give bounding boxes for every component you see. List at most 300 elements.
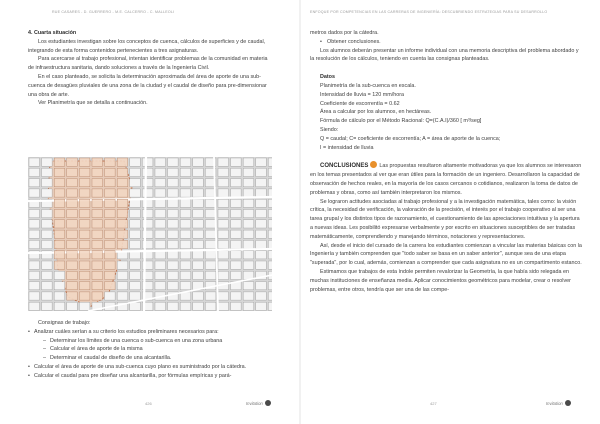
city-block	[29, 179, 40, 187]
page-number-left: 426	[145, 401, 152, 406]
city-block	[218, 271, 229, 279]
city-block	[79, 282, 90, 290]
city-block	[193, 240, 204, 248]
city-block	[231, 230, 242, 238]
city-block	[168, 230, 179, 238]
city-block	[67, 282, 78, 290]
city-block	[92, 251, 103, 259]
city-block	[256, 179, 266, 187]
city-block	[218, 179, 229, 187]
conclusiones-paragraph-1	[310, 161, 582, 197]
city-block	[105, 271, 116, 279]
city-block	[117, 271, 128, 279]
city-block	[180, 271, 191, 279]
city-block	[130, 230, 141, 238]
city-block	[205, 220, 216, 228]
city-block	[256, 199, 266, 207]
city-block	[243, 292, 254, 300]
city-block	[117, 240, 128, 248]
city-block	[193, 189, 204, 197]
city-block	[256, 210, 266, 218]
city-block	[268, 302, 272, 310]
city-block	[67, 251, 78, 259]
city-block	[231, 220, 242, 228]
city-block	[243, 179, 254, 187]
city-block	[67, 261, 78, 269]
city-block	[79, 199, 90, 207]
city-block	[218, 251, 229, 259]
city-block	[29, 282, 40, 290]
city-block	[79, 179, 90, 187]
right-page	[300, 0, 600, 424]
city-block	[54, 199, 64, 207]
city-block	[130, 168, 141, 176]
datos-line: Siendo:	[320, 126, 339, 133]
conclusiones-heading: CONCLUSIONES	[320, 163, 369, 170]
city-block	[168, 251, 179, 259]
orange-bullet-icon	[370, 161, 377, 168]
city-block	[231, 292, 242, 300]
city-block	[92, 230, 103, 238]
obtain-conclusions: • Obtener conclusiones.	[310, 38, 582, 47]
city-block	[168, 189, 179, 197]
city-block	[42, 261, 53, 269]
city-block	[29, 220, 40, 228]
conclusiones-paragraph-4: Estimamos que trabajos de esta índole permiten revalorizar la Geometría, la que había sido relegada en muchas instituciones de enseñanza media. Aplicar conocimientos geométricos para modelar, crear o resolver problemas, entre otros, tendría que ser una de las compe-	[310, 268, 571, 293]
city-block	[142, 168, 153, 176]
city-block	[79, 261, 90, 269]
left-body-top	[28, 29, 272, 108]
city-block	[67, 189, 78, 197]
city-block	[130, 189, 141, 197]
city-block	[155, 271, 166, 279]
city-block	[155, 168, 166, 176]
city-block	[168, 240, 179, 248]
city-block	[54, 271, 64, 279]
city-block	[92, 179, 103, 187]
city-block	[243, 199, 254, 207]
city-block	[130, 282, 141, 290]
city-block	[29, 271, 40, 279]
city-block	[142, 179, 153, 187]
datos-line: I = intensidad de lluvia	[320, 144, 374, 151]
city-block	[105, 292, 116, 300]
city-block	[54, 189, 64, 197]
city-block	[268, 189, 272, 197]
city-block	[205, 271, 216, 279]
city-block	[92, 240, 103, 248]
city-block	[268, 251, 272, 259]
city-block	[117, 179, 128, 187]
city-block	[231, 179, 242, 187]
city-block	[243, 189, 254, 197]
city-block	[29, 261, 40, 269]
paragraph-3: En el caso planteado, se solicita la determinación aproximada del área de aporte de una sub-cuenca de desagües pluviales de una zona de la ciudad y el caudal de diseño para pre-dimensionar una obra de arte.	[28, 73, 267, 98]
city-block	[180, 261, 191, 269]
city-block	[92, 271, 103, 279]
city-block	[155, 158, 166, 166]
city-block	[29, 230, 40, 238]
city-block	[231, 271, 242, 279]
city-block	[79, 240, 90, 248]
consigna-subitem: – Calcular el área de aporte de la misma	[28, 345, 272, 354]
city-block	[231, 261, 242, 269]
conclusiones-text-1: Las propuestas resultaron altamente motivadoras ya que los alumnos se interesaron en los temas presentados al ver que eran útiles para la formación de un ingeniero. Desarrollaron la capacidad de observación de hechos reales, en la mayoría de los casos cercanos o cotidianos, realizaron la toma de datos de problemas y obras, como así también interpretaron los mismos.	[310, 163, 582, 196]
city-block	[54, 220, 64, 228]
brand-name: Invitation	[546, 400, 563, 406]
datos-line: Q = caudal; C= coeficiente de escorrentía; A = área de aporte de la cuenca;	[320, 135, 501, 142]
conclusiones-paragraph-2: Se lograron actitudes asociadas al trabajo profesional y a la investigación matemática, tales como: la visión crítica, la necesidad de verificación, la valoración de la precisión, el interés por el trabajo cooperativo al ser una tarea grupal y los distintos tipos de razonamiento, el cuestionamiento de las apreciaciones intuitivas y la apertura a nuevas ideas. Les posibilitó expresarse verbalmente y por escrito en situaciones susceptibles de ser tratadas matemáticamente, comprendiendo y manejando términos, notaciones y representaciones.	[310, 198, 580, 240]
city-block	[268, 199, 272, 207]
city-block	[130, 302, 141, 310]
city-block	[117, 199, 128, 207]
city-block	[130, 179, 141, 187]
city-block	[155, 199, 166, 207]
city-block	[193, 210, 204, 218]
city-block	[105, 158, 116, 166]
city-block	[268, 240, 272, 248]
city-block	[256, 168, 266, 176]
city-block	[231, 210, 242, 218]
city-block	[105, 261, 116, 269]
city-block	[268, 230, 272, 238]
city-block	[105, 282, 116, 290]
city-block	[92, 292, 103, 300]
city-block	[168, 210, 179, 218]
city-block	[42, 282, 53, 290]
city-block	[92, 220, 103, 228]
city-block	[54, 251, 64, 259]
city-block	[180, 282, 191, 290]
city-block	[92, 168, 103, 176]
city-block	[142, 220, 153, 228]
city-block	[268, 282, 272, 290]
street-map-image	[28, 157, 272, 311]
city-block	[54, 168, 64, 176]
city-block	[54, 261, 64, 269]
brand-logo-left	[246, 400, 271, 406]
city-block	[231, 302, 242, 310]
city-block	[117, 210, 128, 218]
city-block	[256, 158, 266, 166]
city-block	[218, 220, 229, 228]
city-block	[180, 240, 191, 248]
city-block	[268, 158, 272, 166]
city-block	[155, 261, 166, 269]
brand-mark-icon	[565, 400, 571, 406]
city-block	[256, 292, 266, 300]
city-block	[218, 158, 229, 166]
city-block	[231, 240, 242, 248]
conclusiones-paragraph-3: Así, desde el inicio del cursado de la carrera los estudiantes comienzan a vincular las materias básicas con la Ingeniería y también comprenden que "todo saber se basa en un saber anterior", aunque sea de una etapa "superada", por lo cual, además, comienzan a comprender que cada asignatura no es un compartimento estanco.	[310, 242, 582, 267]
city-block	[243, 168, 254, 176]
left-body-bottom	[28, 319, 272, 381]
datos-line: Intensidad de lluvia = 120 mm/hora	[320, 91, 405, 98]
brand-logo-right	[546, 400, 571, 406]
city-block	[117, 168, 128, 176]
city-block	[54, 282, 64, 290]
consigna-item: • Calcular el área de aporte de una sub-cuenca cuyo plano es suministrado por la cátedra.	[28, 363, 272, 372]
city-block	[130, 271, 141, 279]
city-block	[193, 158, 204, 166]
city-block	[29, 240, 40, 248]
city-block	[42, 168, 53, 176]
city-block	[155, 230, 166, 238]
paragraph-1: Los estudiantes investigan sobre los conceptos de cuenca, cálculos de superficies y de caudal, integrando de esta forma contenidos pertenecientes a tres asignaturas.	[28, 38, 266, 54]
paragraph-2: Para acercarse al trabajo profesional, intentan identificar problemas de la comunidad en materia de infraestructura sanitaria, dando soluciones a través de la Ingeniería Civil.	[28, 56, 268, 72]
city-block	[243, 302, 254, 310]
city-block	[42, 230, 53, 238]
datos-line: Área a calcular por los alumnos, en hectáreas.	[320, 109, 432, 116]
city-block	[218, 302, 229, 310]
city-block	[168, 179, 179, 187]
city-block	[231, 251, 242, 259]
city-block	[168, 158, 179, 166]
city-block	[42, 158, 53, 166]
city-block	[67, 179, 78, 187]
city-block	[218, 210, 229, 218]
city-block	[105, 179, 116, 187]
city-block	[180, 210, 191, 218]
city-block	[79, 292, 90, 300]
city-block	[105, 189, 116, 197]
city-block	[168, 168, 179, 176]
city-block	[67, 199, 78, 207]
city-block	[205, 210, 216, 218]
city-block	[205, 251, 216, 259]
city-block	[67, 210, 78, 218]
city-block	[92, 158, 103, 166]
city-block	[193, 251, 204, 259]
city-block	[256, 189, 266, 197]
city-block	[67, 271, 78, 279]
city-block	[168, 220, 179, 228]
city-block	[92, 210, 103, 218]
city-block	[180, 189, 191, 197]
city-block	[54, 230, 64, 238]
city-block	[79, 210, 90, 218]
city-block	[256, 220, 266, 228]
city-block	[256, 251, 266, 259]
city-block	[117, 189, 128, 197]
city-block	[54, 302, 64, 310]
city-block	[231, 199, 242, 207]
city-block	[168, 271, 179, 279]
city-block	[105, 251, 116, 259]
city-block	[42, 210, 53, 218]
city-block	[268, 292, 272, 300]
city-block	[243, 240, 254, 248]
city-block	[79, 302, 90, 310]
city-block	[117, 230, 128, 238]
paragraph-4: Ver Planimetría que se detalla a continuación.	[38, 100, 148, 107]
city-block	[168, 302, 179, 310]
city-block	[256, 302, 266, 310]
students-report: Los alumnos deberán presentar un informe individual con una memoria descriptiva del problema abordado y la resolución de los cálculos, teniendo en cuenta las consignas planteadas.	[310, 47, 579, 63]
city-block	[268, 168, 272, 176]
city-block	[193, 292, 204, 300]
consigna-subitem: – Determinar el caudal de diseño de una alcantarilla.	[28, 354, 272, 363]
city-block	[205, 302, 216, 310]
city-block	[256, 240, 266, 248]
city-block	[243, 261, 254, 269]
city-block	[117, 292, 128, 300]
city-block	[193, 199, 204, 207]
city-block	[168, 261, 179, 269]
city-block	[79, 230, 90, 238]
city-block	[180, 168, 191, 176]
city-block	[105, 230, 116, 238]
brand-name: Invitation	[246, 400, 263, 406]
city-block	[67, 168, 78, 176]
city-block	[218, 261, 229, 269]
city-block	[67, 292, 78, 300]
datos-formula: Fórmula de cálculo por el Método Racional: Q=(C.A.I)/360 [ m³/seg]	[320, 118, 482, 125]
brand-mark-icon	[265, 400, 271, 406]
city-block	[79, 158, 90, 166]
city-block	[218, 292, 229, 300]
city-block	[130, 292, 141, 300]
city-block	[67, 158, 78, 166]
city-block	[231, 168, 242, 176]
continuation-text: metros dados por la cátedra.	[310, 30, 379, 36]
city-block	[268, 210, 272, 218]
city-block	[29, 189, 40, 197]
city-block	[180, 220, 191, 228]
city-block	[130, 261, 141, 269]
city-block	[42, 179, 53, 187]
city-block	[243, 158, 254, 166]
planimetria-map	[28, 157, 272, 311]
city-block	[42, 240, 53, 248]
city-block	[92, 189, 103, 197]
city-block	[243, 251, 254, 259]
city-block	[155, 302, 166, 310]
consigna-subitem: – Determinar los límites de una cuenca o sub-cuenca en una zona urbana	[28, 337, 272, 346]
city-block	[117, 158, 128, 166]
running-head-left: RUE CASARES - D. GUERRERO - M.E. CALCERRO - C. MALLEOLI	[52, 10, 175, 14]
city-block	[180, 251, 191, 259]
city-block	[218, 199, 229, 207]
city-block	[142, 210, 153, 218]
city-block	[79, 220, 90, 228]
city-block	[42, 189, 53, 197]
datos-line: Coeficiente de escorrentía = 0.62	[320, 100, 400, 107]
city-block	[155, 189, 166, 197]
city-block	[130, 158, 141, 166]
right-body	[310, 29, 582, 294]
city-block	[29, 302, 40, 310]
city-block	[29, 168, 40, 176]
city-block	[29, 210, 40, 218]
city-block	[67, 220, 78, 228]
city-block	[155, 210, 166, 218]
city-block	[205, 230, 216, 238]
city-block	[193, 168, 204, 176]
city-block	[79, 251, 90, 259]
city-block	[42, 302, 53, 310]
city-block	[180, 179, 191, 187]
city-block	[105, 220, 116, 228]
city-block	[205, 292, 216, 300]
city-block	[155, 240, 166, 248]
city-block	[67, 230, 78, 238]
city-block	[155, 179, 166, 187]
city-block	[205, 261, 216, 269]
city-block	[105, 199, 116, 207]
city-block	[79, 271, 90, 279]
city-block	[117, 261, 128, 269]
city-block	[193, 220, 204, 228]
city-block	[268, 220, 272, 228]
city-block	[193, 271, 204, 279]
city-block	[92, 199, 103, 207]
city-block	[130, 220, 141, 228]
city-block	[243, 210, 254, 218]
consigna-item: • Analizar cuáles serían a su criterio los estudios preliminares necesarios para:	[28, 328, 272, 337]
city-block	[155, 282, 166, 290]
city-block	[155, 220, 166, 228]
city-block	[42, 292, 53, 300]
consigna-item: • Calcular el caudal para pre diseñar una alcantarilla, por fórmulas empíricas y pará-	[28, 372, 272, 381]
city-block	[205, 240, 216, 248]
city-block	[130, 210, 141, 218]
city-block	[243, 282, 254, 290]
page-number-right: 427	[430, 401, 437, 406]
city-block	[142, 158, 153, 166]
city-block	[243, 220, 254, 228]
city-block	[142, 199, 153, 207]
city-block	[54, 210, 64, 218]
city-block	[218, 230, 229, 238]
city-block	[130, 199, 141, 207]
city-block	[105, 240, 116, 248]
city-block	[54, 292, 64, 300]
city-block	[42, 220, 53, 228]
datos-title: Datos	[320, 74, 335, 81]
city-block	[193, 179, 204, 187]
section-heading: 4. Cuarta situación	[28, 30, 77, 36]
city-block	[218, 189, 229, 197]
city-block	[218, 240, 229, 248]
city-block	[180, 230, 191, 238]
city-block	[130, 240, 141, 248]
city-block	[168, 199, 179, 207]
city-block	[180, 158, 191, 166]
city-block	[67, 302, 78, 310]
city-block	[54, 158, 64, 166]
city-block	[256, 261, 266, 269]
city-block	[268, 261, 272, 269]
city-block	[54, 240, 64, 248]
city-block	[105, 210, 116, 218]
city-block	[92, 261, 103, 269]
city-block	[180, 199, 191, 207]
city-block	[117, 220, 128, 228]
city-block	[168, 282, 179, 290]
city-block	[256, 282, 266, 290]
city-block	[193, 261, 204, 269]
city-block	[193, 302, 204, 310]
running-head-right: ENFOQUE POR COMPETENCIAS EN LAS CARRERAS DE INGENIERÍA: DESCUBRIENDO ESTRATEGIAS PARA SU DESARROLLO	[310, 10, 548, 14]
city-block	[256, 230, 266, 238]
city-block	[231, 158, 242, 166]
city-block	[231, 189, 242, 197]
city-block	[92, 282, 103, 290]
city-block	[67, 240, 78, 248]
consignas-title: Consignas de trabajo:	[38, 320, 91, 326]
city-block	[268, 179, 272, 187]
